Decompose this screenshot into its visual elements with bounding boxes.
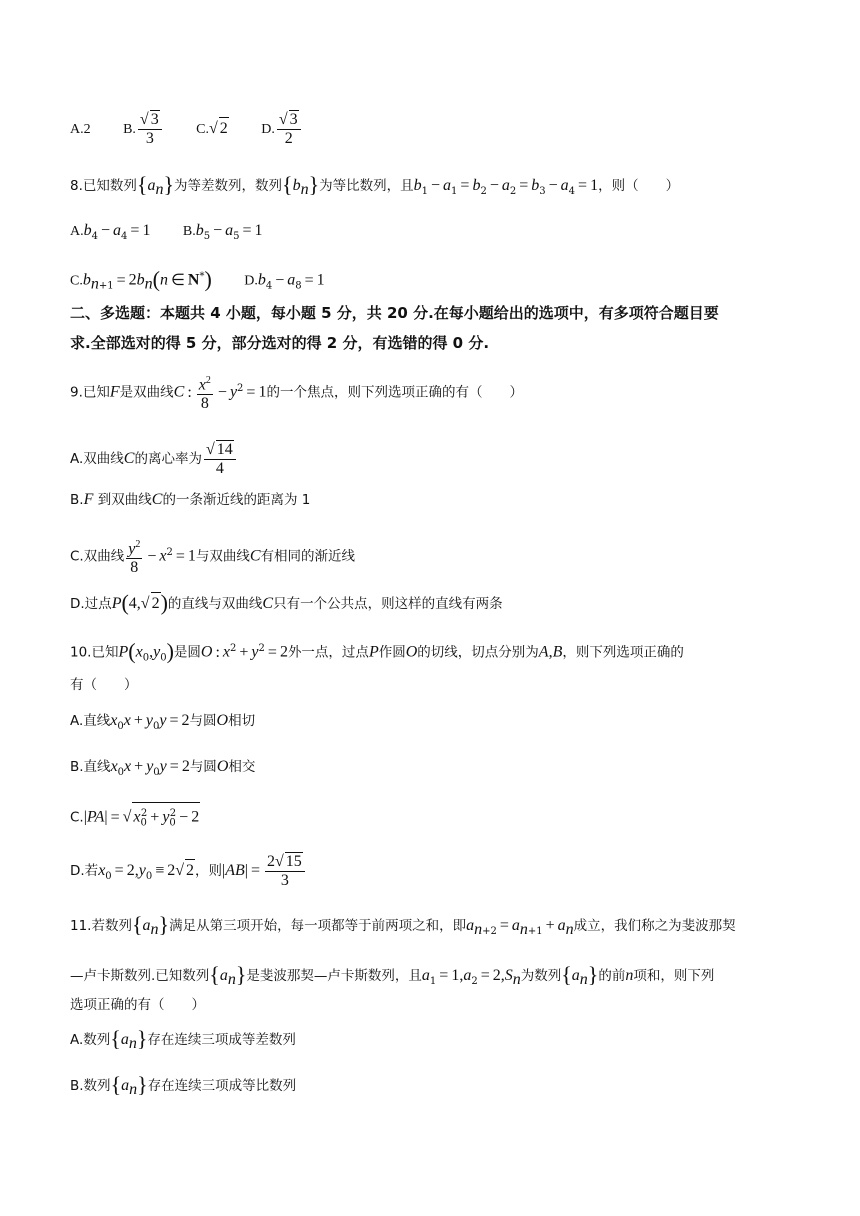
q10-option-a: A.直线$x_0x + y_0y = 2$与圆O相切 [70, 712, 256, 732]
q9-stem: 9.已知F是双曲线C : $\frac{x^2}{8}$ − $y^2 = 1$的一个焦点，则下列选项正确的有（ ） [70, 372, 523, 413]
q10-option-d: D.若$x_0 = 2,y_0 \equiv 2√$ 2，则|AB| = $\frac{2√ 15}{3}$ [70, 852, 307, 890]
q7-d-fraction: $\frac{√ 3}{2}$ [277, 110, 301, 148]
q7-option-c: C. [196, 122, 209, 137]
q7-option-a: A.2 [70, 122, 91, 137]
q8-options-cd: $C.b_{n+1} = 2b_n(n$ ∈ N*) $D.b_4 - a_8 = 1$ [70, 266, 325, 293]
q8-stem: 8.已知数列$\{a_n\}$为等差数列，数列$\{b_n\}$为等比数列，且$b_1 - a_1 = b_2 - a_2 = b_3 - a_4 = 1$，则（ ） [70, 172, 680, 198]
q9-option-b: B.F 到双曲线C的一条渐近线的距离为 1 [70, 491, 311, 508]
q7-options: A.2 B. $\frac{√ 3}{3}$ C.√ 2 D. $\frac{√ 3}{2}$ [70, 110, 303, 148]
q7-option-d: D. [261, 122, 275, 137]
q11-stem: 11.若数列$\{a_n\}$满足从第三项开始，每一项都等于前两项之和，即$a_{n+2} = a_{n+1} + a_n$成立，我们称之为斐波那契 [70, 912, 736, 938]
q7-option-b: B. [123, 122, 136, 137]
q10-option-b: B.直线$x_0x + y_0y = 2$与圆O相交 [70, 758, 256, 778]
q9-option-d: D.过点P(4,√ 2)的直线与双曲线C只有一个公共点，则这样的直线有两条 [70, 590, 503, 615]
q7-b-fraction: $\frac{√ 3}{3}$ [138, 110, 162, 148]
q11-option-b: B.数列$\{a_n\}$存在连续三项成等比数列 [70, 1072, 297, 1098]
q11-stem-line3: 选项正确的有（ ） [70, 997, 205, 1013]
q10-stem-line2: 有（ ） [70, 677, 138, 693]
q9-option-a: A.双曲线C的离心率为 $\frac{√ 14}{4}$ [70, 440, 238, 478]
q9-option-c: C.双曲线 $\frac{y^2}{8}$ − $x^2 = 1$与双曲线C有相同的渐近线 [70, 536, 355, 577]
q10-option-c: C.|PA| = √ $x_0^2 + y_0^2 - 2$ [70, 802, 200, 834]
section-2-heading: 二、多选题：本题共 4 小题，每小题 5 分，共 20 分.在每小题给出的选项中，有多项符合题目要 求.全部选对的得 5 分，部分选对的得 2 分，有选错的得 0 分. [70, 304, 719, 352]
q11-option-a: A.数列$\{a_n\}$存在连续三项成等差数列 [70, 1026, 296, 1052]
q8-options-ab: $A.b_4 - a_4 = 1$ $B.b_5 - a_5 = 1$ [70, 222, 263, 242]
q10-stem: 10.已知$P(x_0,y_0)$是圆O : $x^2 + y^2 = 2$外一点，过点P作圆O的切线，切点分别为A,B，则下列选项正确的 [70, 638, 684, 664]
q11-stem-line2: —卢卡斯数列.已知数列$\{a_n\}$是斐波那契—卢卡斯数列，且$a_1 = 1,a_2 = 2,S_n$为数列$\{a_n\}$的前n项和，则下列 [70, 962, 715, 988]
